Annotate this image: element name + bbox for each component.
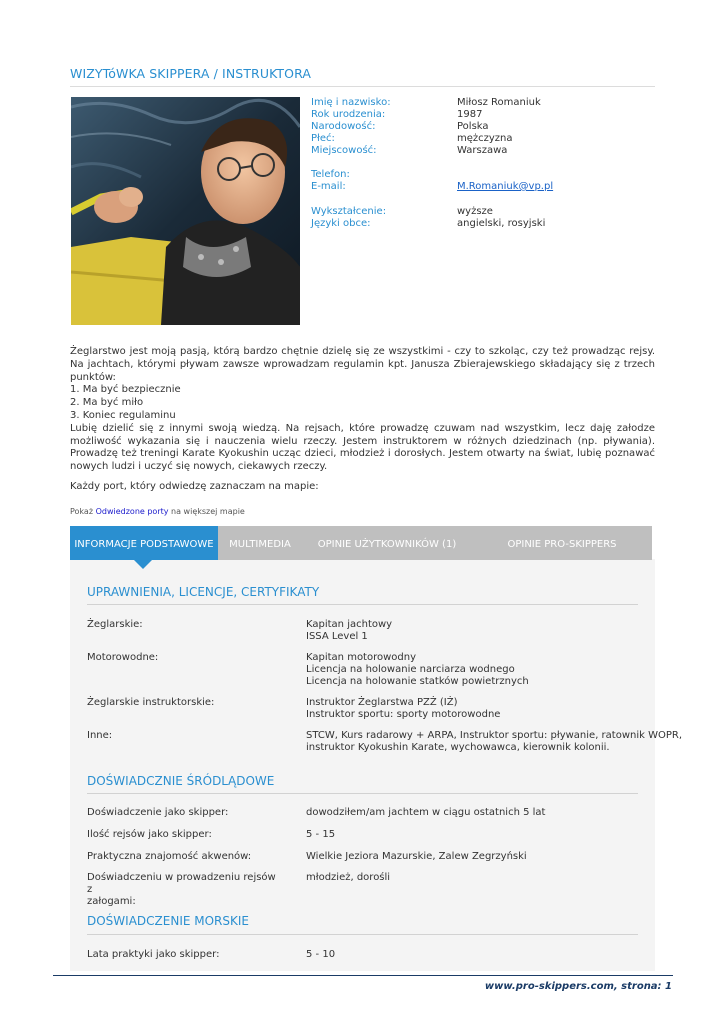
license-item: Instruktor Żeglarstwa PZŻ (IŻ) (306, 697, 458, 708)
license-item: Kapitan motorowodny (306, 652, 417, 663)
phone-label: Telefon: (311, 169, 350, 180)
map-intro: Każdy port, który odwiedzę zaznaczam na mapie: (70, 481, 319, 492)
row-value-other (306, 730, 683, 754)
license-item: Instruktor sportu: sporty motorowodne (306, 709, 501, 720)
gender-value: mężczyzna (457, 133, 513, 144)
nationality-value: Polska (457, 121, 489, 132)
bio-point-3: 3. Koniec regulaminu (70, 409, 176, 421)
license-item: Licencja na holowanie narciarza wodnego (306, 664, 515, 675)
map-show-prefix: Pokaż (70, 507, 94, 516)
section-divider (87, 604, 638, 605)
row-value-skipper-experience: dowodziłem/am jachtem w ciągu ostatnich 5 lat (306, 807, 546, 818)
tab-pro-skippers-label: OPINIE PRO-SKIPPERS (507, 539, 617, 550)
nationality-label: Narodowość: (311, 121, 376, 132)
row-label-cruise-count: Ilość rejsów jako skipper: (87, 829, 212, 840)
tab-multimedia-label: MULTIMEDIA (229, 539, 291, 550)
license-item: STCW, Kurs radarowy + ARPA, Instruktor sportu: pływanie, ratownik WOPR, (306, 730, 683, 741)
row-label-sailing: Żeglarskie: (87, 619, 143, 630)
row-value-crew-experience: młodzież, dorośli (306, 872, 391, 883)
bio-point-1: 1. Ma być bezpiecznie (70, 384, 181, 396)
title-divider (70, 86, 655, 87)
email-value-wrap (457, 181, 553, 193)
tab-multimedia[interactable] (218, 526, 302, 560)
tab-bar (70, 526, 652, 560)
email-label: E-mail: (311, 181, 346, 192)
section-title-licenses: UPRAWNIENIA, LICENCJE, CERTYFIKATY (87, 585, 320, 599)
bio-paragraph: Lubię dzielić się z innymi swoją wiedzą. Na rejsach, które prowadzę czuwam nad wszystkim, lecz daję załodze możliwość wykazania się i nauczenia wielu rzeczy. Jestem instruktorem w różnych dziedzinach (np. pływania). Prowadzę też treningi Karate Kyokushin ucząc dzieci, młodzież i dorosłych. Jestem otwarty na świat, lubię poznawać nowych ludzi i uczyć się nowych, ciekawych rzeczy. (70, 422, 655, 473)
tab-pro-skippers-reviews[interactable] (472, 526, 652, 560)
tab-user-reviews[interactable] (302, 526, 472, 560)
row-value-instructor (306, 697, 646, 721)
name-label: Imię i nazwisko: (311, 97, 391, 108)
footer-divider (53, 975, 673, 976)
map-show-suffix: na większej mapie (171, 507, 245, 516)
education-label: Wykształcenie: (311, 206, 387, 217)
tab-basic-info-label: INFORMACJE PODSTAWOWE (74, 539, 214, 550)
license-item: ISSA Level 1 (306, 631, 368, 642)
city-value: Warszawa (457, 145, 508, 156)
section-title-sea: DOŚWIADCZENIE MORSKIE (87, 914, 249, 928)
bio-point-2: 2. Ma być miło (70, 397, 144, 409)
bio-intro: Żeglarstwo jest moją pasją, którą bardzo chętnie dzielę się ze wszystkimi - czy to szkoląc, czy też prowadząc rejsy. Na jachtach, którymi pływam zawsze wprowadzam regulamin kpt. Janusza Zbierajewskiego składający się z trzech punktów: (70, 346, 655, 383)
row-label-instructor: Żeglarskie instruktorskie: (87, 697, 215, 708)
page-title: WIZYTóWKA SKIPPERA / INSTRUKTORA (70, 66, 312, 81)
bio-text (70, 346, 655, 474)
row-value-cruise-count: 5 - 15 (306, 829, 336, 840)
section-divider (87, 934, 638, 935)
visited-ports-link[interactable]: Odwiedzone porty (95, 507, 169, 516)
row-label-sea-years: Lata praktyki jako skipper: (87, 949, 220, 960)
row-label-waters: Praktyczna znajomość akwenów: (87, 851, 252, 862)
row-value-motor (306, 652, 646, 688)
license-item: instruktor Kyokushin Karate, wychowawca, kierownik kolonii. (306, 742, 610, 753)
license-item: Kapitan jachtowy (306, 619, 393, 630)
row-label-motor: Motorowodne: (87, 652, 159, 663)
row-label-skipper-experience: Doświadczenie jako skipper: (87, 807, 229, 818)
row-value-sea-years: 5 - 10 (306, 949, 336, 960)
name-value: Miłosz Romaniuk (457, 97, 541, 108)
languages-value: angielski, rosyjski (457, 218, 546, 229)
tab-user-reviews-label: OPINIE UŻYTKOWNIKÓW (1) (317, 539, 457, 550)
email-link[interactable]: M.Romaniuk@vp.pl (457, 181, 554, 192)
tab-basic-info[interactable] (70, 526, 218, 560)
birth-year-value: 1987 (457, 109, 483, 120)
row-value-waters: Wielkie Jeziora Mazurskie, Zalew Zegrzyński (306, 851, 527, 862)
section-divider (87, 793, 638, 794)
gender-label: Płeć: (311, 133, 335, 144)
city-label: Miejscowość: (311, 145, 377, 156)
license-item: Licencja na holowanie statków powietrznych (306, 676, 529, 687)
row-label-line: załogami: (87, 896, 136, 907)
row-value-sailing (306, 619, 646, 643)
row-label-crew-experience (87, 872, 277, 908)
footer-text: www.pro-skippers.com, strona: 1 (484, 981, 672, 992)
profile-photo (71, 97, 300, 325)
map-link-line (70, 507, 245, 516)
row-label-other: Inne: (87, 730, 113, 741)
active-tab-indicator (134, 560, 152, 569)
section-title-inland: DOŚWIADCZNIE ŚRÓDLĄDOWE (87, 774, 275, 788)
row-label-line: Doświadczeniu w prowadzeniu rejsów z (87, 872, 276, 895)
birth-year-label: Rok urodzenia: (311, 109, 386, 120)
languages-label: Języki obce: (311, 218, 371, 229)
education-value: wyższe (457, 206, 493, 217)
